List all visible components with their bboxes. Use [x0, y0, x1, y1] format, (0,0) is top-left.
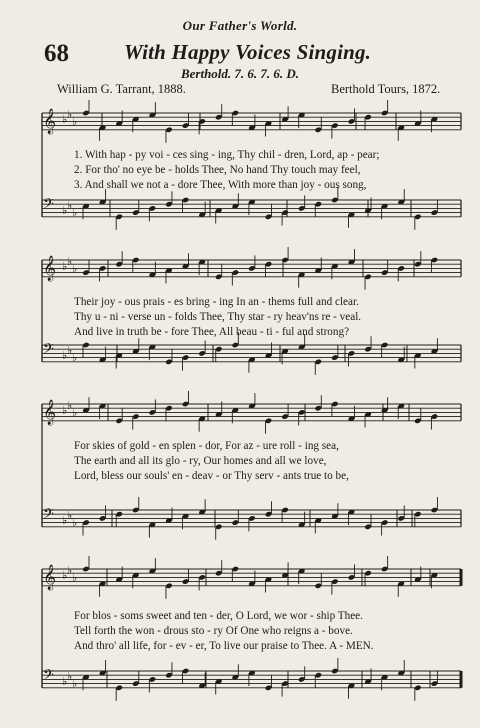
lyric-line: 1. With hap - py voi - ces sing - ing, Thy chil - dren, Lord, ap - pear; [74, 149, 380, 161]
lyric-line: Lord, bless our souls' en - deav - or Thy serv - ants true to be, [74, 470, 349, 482]
key-signature-flat: ♭ [62, 569, 68, 582]
key-signature-flat: ♭ [62, 113, 68, 126]
lyric-line: Tell forth the won - drous sto - ry Of One who reigns a - bove. [74, 625, 353, 637]
key-signature-flat: ♭ [72, 406, 78, 419]
hymn-number: 68 [44, 40, 69, 67]
section-title: Our Father's World. [182, 18, 298, 33]
treble-clef: 𝄞 [43, 400, 57, 425]
music-credit: Berthold Tours, 1872. [331, 82, 441, 96]
key-signature-flat: ♭ [62, 349, 68, 362]
hymn-title: With Happy Voices Singing. [124, 40, 372, 64]
lyric-line: Their joy - ous prais - es bring - ing In an - thems full and clear. [74, 296, 359, 308]
key-signature-flat: ♭ [62, 675, 68, 688]
key-signature-flat: ♭ [62, 404, 68, 417]
key-signature-flat: ♭ [67, 344, 73, 357]
treble-clef: 𝄞 [43, 256, 57, 281]
lyric-line: 2. For tho' no eye be - holds Thee, No hand Thy touch may feel, [74, 164, 361, 176]
key-signature-flat: ♭ [72, 571, 78, 584]
key-signature-flat: ♭ [72, 115, 78, 128]
key-signature-flat: ♭ [72, 677, 78, 690]
key-signature-flat: ♭ [67, 509, 73, 522]
key-signature-flat: ♭ [72, 351, 78, 364]
lyric-line: The earth and all its glo - ry, Our homes and all we love, [74, 455, 327, 467]
key-signature-flat: ♭ [62, 260, 68, 273]
key-signature-flat: ♭ [67, 670, 73, 683]
lyric-line: For skies of gold - en splen - dor, For az - ure roll - ing sea, [74, 440, 339, 452]
lyric-line: For blos - soms sweet and ten - der, O Lord, we wor - ship Thee. [74, 610, 363, 622]
tune-meter: Berthold. 7. 6. 7. 6. D. [180, 66, 300, 81]
lyric-line: And thro' all life, for - ev - er, To live our praise to Thee. A - MEN. [74, 640, 374, 652]
words-credit: William G. Tarrant, 1888. [57, 82, 186, 96]
bass-clef: 𝄢 [43, 667, 54, 687]
key-signature-flat: ♭ [67, 255, 73, 268]
lyric-line: 3. And shall we not a - dore Thee, With more than joy - ous song, [74, 179, 367, 191]
key-signature-flat: ♭ [67, 564, 73, 577]
key-signature-flat: ♭ [62, 204, 68, 217]
bass-clef: 𝄢 [43, 196, 54, 216]
treble-clef: 𝄞 [43, 565, 57, 590]
key-signature-flat: ♭ [62, 514, 68, 527]
key-signature-flat: ♭ [67, 108, 73, 121]
lyric-line: And live in truth be - fore Thee, All beau - ti - ful and strong? [74, 326, 350, 338]
lyric-line: Thy u - ni - verse un - folds Thee, Thy star - ry heav'ns re - veal. [74, 311, 362, 323]
key-signature-flat: ♭ [72, 206, 78, 219]
key-signature-flat: ♭ [67, 199, 73, 212]
key-signature-flat: ♭ [72, 262, 78, 275]
key-signature-flat: ♭ [67, 399, 73, 412]
bass-clef: 𝄢 [43, 341, 54, 361]
bass-clef: 𝄢 [43, 506, 54, 526]
key-signature-flat: ♭ [72, 516, 78, 529]
treble-clef: 𝄞 [43, 109, 57, 134]
